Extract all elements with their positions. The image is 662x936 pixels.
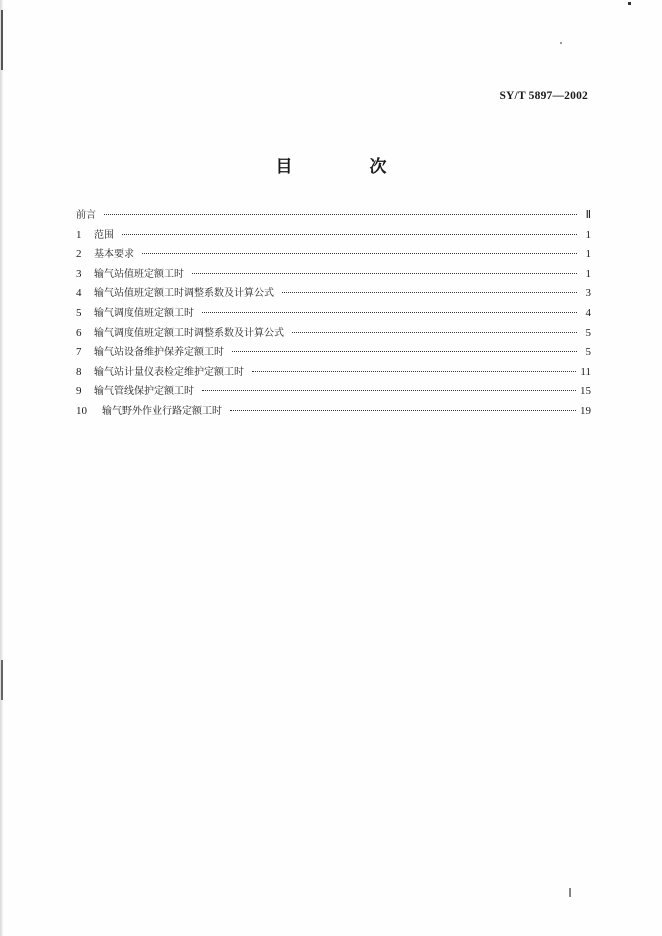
toc-entry-1[interactable]	[76, 226, 591, 246]
toc-entry-2[interactable]	[76, 245, 591, 265]
toc-dot-leader	[232, 351, 577, 352]
toc-entry-number: 6	[76, 326, 82, 339]
toc-entry-page: 1	[585, 267, 591, 280]
toc-dot-leader	[122, 234, 577, 235]
toc-entry-number: 5	[76, 306, 82, 319]
toc-entry-page: 1	[585, 228, 591, 241]
toc-entry-number: 2	[76, 248, 82, 261]
toc-entry-preface[interactable]	[76, 206, 591, 226]
toc-entry-number: 7	[76, 346, 82, 359]
toc-entry-4[interactable]	[76, 284, 591, 304]
toc-entry-title: 输气调度值班定额工时调整系数及计算公式	[94, 327, 284, 339]
standard-number: SY/T 5897—2002	[499, 90, 588, 102]
toc-entry-9[interactable]	[76, 382, 591, 402]
toc-entry-5[interactable]	[76, 304, 591, 324]
toc-entry-page: 19	[580, 404, 591, 417]
toc-entry-7[interactable]	[76, 343, 591, 363]
scan-mark-middle-left	[1, 660, 3, 700]
toc-entry-page: Ⅱ	[585, 209, 591, 221]
toc-dot-leader	[230, 410, 576, 411]
toc-entry-title: 输气站值班定额工时调整系数及计算公式	[94, 288, 274, 300]
toc-entry-number: 4	[76, 287, 82, 300]
toc-entry-6[interactable]	[76, 324, 591, 344]
toc-entry-number: 9	[76, 385, 82, 398]
toc-entry-8[interactable]	[76, 363, 591, 383]
toc-entry-page: 3	[585, 287, 591, 300]
toc-entry-page: 15	[580, 385, 591, 398]
scan-mark-top-right	[628, 2, 631, 5]
toc-entry-page: 5	[585, 346, 591, 359]
page-number-marker: Ⅰ	[568, 886, 572, 900]
toc-dot-leader	[292, 332, 577, 333]
toc-entry-title: 输气野外作业行路定额工时	[102, 405, 222, 417]
toc-entry-page: 4	[585, 306, 591, 319]
toc-entry-page: 1	[585, 248, 591, 261]
toc-dot-leader	[202, 312, 577, 313]
toc-entry-page: 11	[580, 365, 591, 378]
toc-entry-number: 1	[76, 228, 82, 241]
toc-dot-leader	[192, 273, 577, 274]
toc-dot-leader	[282, 292, 577, 293]
toc-dot-leader	[252, 371, 576, 372]
toc-entry-title: 输气站设备维护保养定额工时	[94, 347, 224, 359]
toc-entry-title: 前言	[76, 210, 96, 221]
toc-entry-number: 10	[76, 404, 87, 417]
toc-dot-leader	[104, 214, 577, 215]
toc-entry-title: 基本要求	[94, 249, 134, 261]
toc-entry-title: 输气站计量仪表检定维护定额工时	[94, 366, 244, 378]
scan-speck	[560, 42, 562, 44]
scan-mark-top-left	[1, 10, 3, 70]
toc-entry-title: 输气管线保护定额工时	[94, 386, 194, 398]
toc-entry-title: 范围	[94, 229, 114, 241]
toc-entry-page: 5	[585, 326, 591, 339]
toc-dot-leader	[142, 253, 577, 254]
toc-dot-leader	[202, 390, 576, 391]
toc-entry-number: 8	[76, 365, 82, 378]
toc-entry-3[interactable]	[76, 265, 591, 285]
scan-edge-shadow	[0, 0, 3, 936]
toc-entry-title: 输气调度值班定额工时	[94, 307, 194, 319]
table-of-contents	[76, 206, 591, 422]
toc-title: 目 次	[275, 157, 417, 177]
toc-entry-10[interactable]	[76, 402, 591, 422]
toc-entry-title: 输气站值班定额工时	[94, 268, 184, 280]
toc-entry-number: 3	[76, 267, 82, 280]
